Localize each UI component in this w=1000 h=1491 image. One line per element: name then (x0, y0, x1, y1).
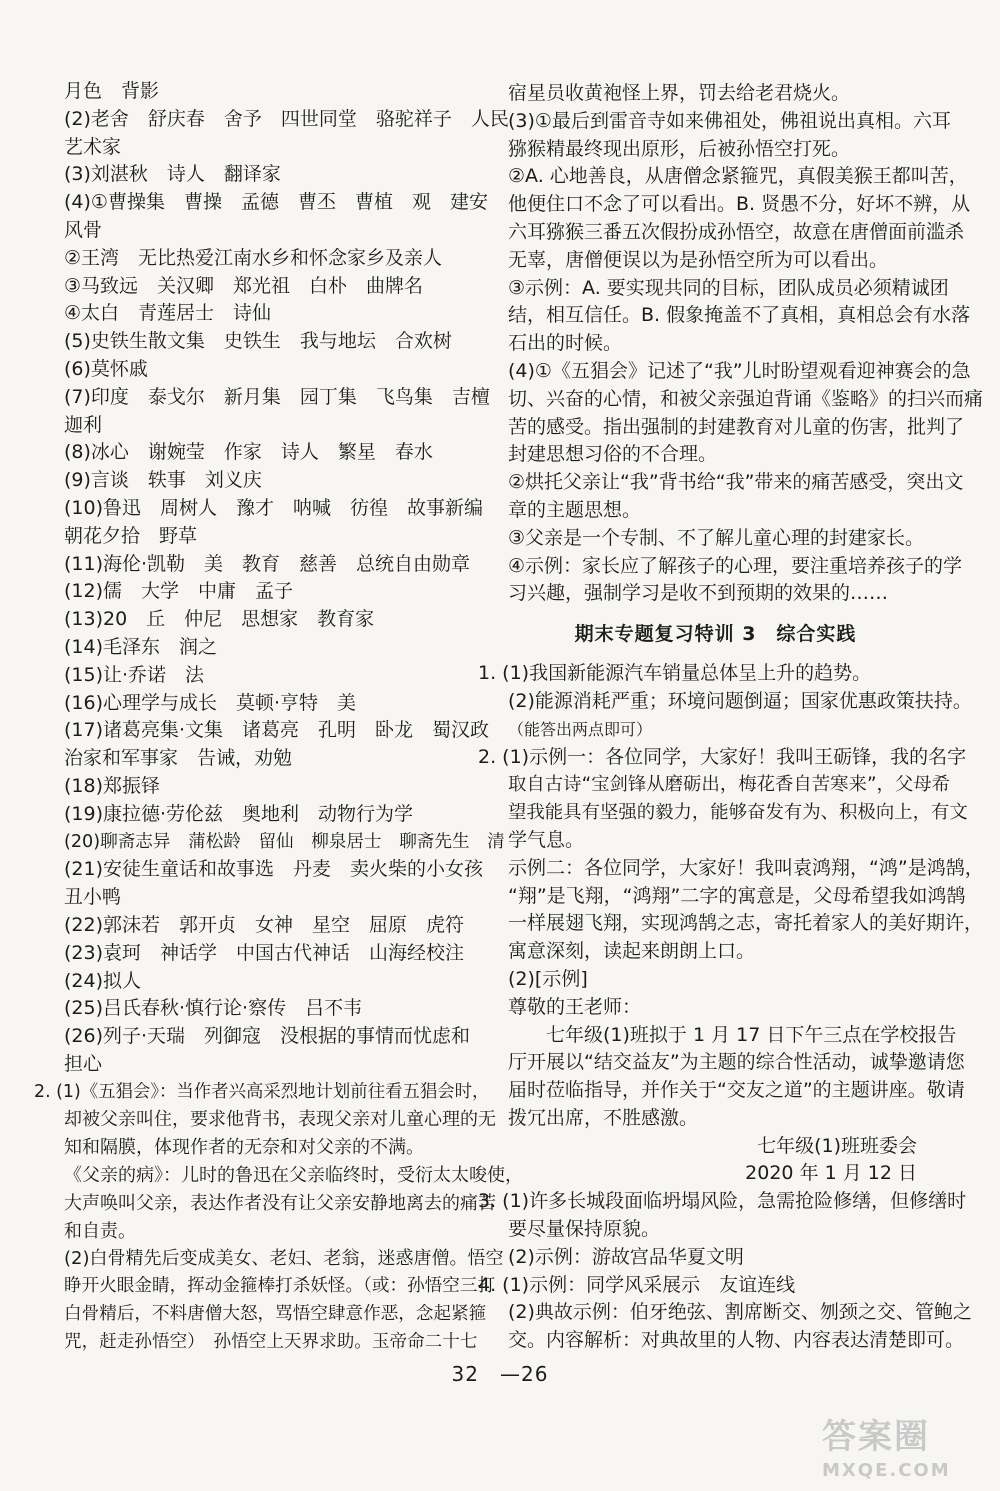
text-line: (2)示例：游故宫品华夏文明 (508, 1245, 744, 1268)
text-line: (15)让·乔诺 法 (64, 663, 205, 686)
question-2-line: 2. (1)示例一：各位同学，大家好！我叫王砺锋，我的名字 (478, 745, 967, 768)
text-line: (10)鲁迅 周树人 豫才 呐喊 彷徨 故事新编 (64, 496, 484, 519)
letter-signature: 七年级(1)班班委会 (757, 1134, 917, 1157)
text-line: 切、兴奋的心情，和被父亲强迫背诵《鉴略》的扫兴而痛 (508, 387, 984, 410)
text-line: (26)列子·天瑞 列御寇 没根据的事情而忧虑和 (64, 1025, 471, 1048)
text-line: (6)莫怀戚 (64, 357, 148, 380)
text-line: (7)印度 泰戈尔 新月集 园丁集 飞鸟集 吉檀 (64, 385, 490, 408)
text-line: 迦利 (64, 413, 103, 436)
text-line: 寓意深刻，读起来朗朗上口。 (508, 940, 756, 963)
text-line: 七年级(1)班拟于 1 月 17 日下午三点在学校报告 (546, 1023, 957, 1046)
watermark-title: 答案圈 (822, 1417, 930, 1457)
text-line: 《父亲的病》：儿时的鲁迅在父亲临终时，受衍太太唆使， (64, 1165, 523, 1187)
text-line: (4)①《五猖会》记述了“我”儿时盼望观看迎神赛会的急 (508, 359, 971, 382)
text-line: ③示例：A. 要实现共同的目标，团队成员必须精诚团 (508, 276, 949, 299)
question-1-line: 1. (1)我国新能源汽车销量总体呈上升的趋势。 (478, 662, 872, 685)
text-line: (18)郑振铎 (64, 774, 161, 797)
text-line: (13)20 丘 仲尼 思想家 教育家 (64, 608, 375, 631)
text-line: ④示例：家长应了解孩子的心理，要注重培养孩子的学 (508, 554, 963, 577)
text-line: (22)郭沫若 郭开贞 女神 星空 屈原 虎符 (64, 913, 465, 936)
text-line: 封建思想习俗的不合理。 (508, 443, 718, 466)
text-line: (2)老舍 舒庆春 舍予 四世同堂 骆驼祥子 人民 (64, 107, 509, 130)
text-line: 要尽量保持原貌。 (508, 1218, 661, 1241)
text-line: 结，相互信任。B. 假象掩盖不了真相，真相总会有水落 (508, 304, 971, 327)
text-line: 取自古诗“宝剑锋从磨砺出，梅花香自苦寒来”，父母希 (508, 774, 951, 796)
text-line: (2)白骨精先后变成美女、老妇、老翁，迷惑唐僧。悟空 (64, 1248, 504, 1270)
text-line: 示例二：各位同学，大家好！我叫袁鸿翔，“鸿”是鸿鹄， (508, 856, 984, 879)
text-line: 治家和军事家 告诫，劝勉 (64, 747, 293, 770)
text-line: (2)[示例] (508, 967, 588, 990)
text-line: ②A. 心地善良，从唐僧念紧箍咒，真假美猴王都叫苦， (508, 165, 968, 188)
text-line: 睁开火眼金睛，挥动金箍棒打杀妖怪。（或：孙悟空三打 (64, 1276, 496, 1297)
text-line: 白骨精后，不料唐僧大怒，骂悟空肆意作恶，念起紧箍 (64, 1304, 487, 1325)
text-line: (3)刘湛秋 诗人 翻译家 (64, 163, 281, 186)
text-line: (17)诸葛亮集·文集 诸葛亮 孔明 卧龙 蜀汉政 (64, 719, 490, 742)
text-line: （能答出两点即可） (508, 719, 653, 739)
letter-date: 2020 年 1 月 12 日 (745, 1162, 917, 1185)
text-line: (19)康拉德·劳伦兹 奥地利 动物行为学 (64, 802, 414, 825)
text-line: (2)典故示例：伯牙绝弦、割席断交、刎颈之交、管鲍之 (508, 1301, 972, 1324)
text-line: 习兴趣，强制学习是收不到预期的效果的…… (508, 582, 889, 605)
text-line: ②烘托父亲让“我”背书给“我”带来的痛苦感受，突出文 (508, 471, 964, 494)
text-line: (5)史铁生散文集 史铁生 我与地坛 合欢树 (64, 330, 452, 353)
right-column (478, 80, 984, 1355)
text-line: (16)心理学与成长 莫顿·亨特 美 (64, 691, 357, 714)
question-4-line: 4. (1)示例：同学风采展示 友谊连线 (478, 1273, 796, 1296)
question-3-line: 3. (1)许多长城段面临坍塌风险，急需抢险修缮，但修缮时 (478, 1190, 967, 1213)
text-line: 六耳猕猴三番五次假扮成孙悟空，故意在唐僧面前滥杀 (508, 220, 965, 243)
text-line: (24)拟人 (64, 969, 142, 992)
text-line: 学气息。 (508, 828, 585, 851)
text-line: 朝花夕拾 野草 (64, 524, 198, 547)
text-line: 丑小鸭 (64, 886, 122, 909)
text-line: (3)①最后到雷音寺如来佛祖处，佛祖说出真相。六耳 (508, 109, 951, 132)
text-line: 他便住口不念了可以看出。B. 贤愚不分，好坏不辨，从 (508, 193, 971, 216)
watermark-url: MXQE.COM (822, 1460, 951, 1481)
text-line: ③马致远 关汉卿 郑光祖 白朴 曲牌名 (64, 274, 424, 297)
text-line: 苦的感受。指出强制的封建教育对儿童的伤害，批判了 (508, 415, 965, 438)
text-line: (23)袁珂 神话学 中国古代神话 山海经校注 (64, 941, 465, 964)
text-line: 咒，赶走孙悟空） 孙悟空上天界求助。玉帝命二十七 (64, 1331, 478, 1352)
text-line: 大声唤叫父亲，表达作者没有让父亲安静地离去的痛苦 (64, 1192, 496, 1214)
text-line: 望我能具有坚强的毅力，能够奋发有为、积极向上，有文 (508, 802, 968, 824)
text-line: (4)①曹操集 曹操 孟德 曹丕 曹植 观 建安 (64, 191, 488, 214)
text-line: ③父亲是一个专制、不了解儿童心理的封建家长。 (508, 526, 925, 549)
text-line: 石出的时候。 (508, 332, 623, 355)
text-line: 一样展翅飞翔，实现鸿鹄之志，寄托着家人的美好期许， (508, 912, 984, 935)
text-line: 知和隔膜，体现作者的无奈和对父亲的不满。 (64, 1137, 424, 1159)
question-2-line: 2. (1)《五猖会》：当作者兴高采烈地计划前往看五猖会时， (34, 1081, 490, 1102)
text-line: 章的主题思想。 (508, 498, 642, 521)
text-line: ④太白 青莲居士 诗仙 (64, 302, 272, 325)
text-line: 风骨 (64, 218, 103, 241)
text-line: (11)海伦·凯勒 美 教育 慈善 总统自由勋章 (64, 552, 471, 575)
text-line: (9)言谈 轶事 刘义庆 (64, 469, 262, 492)
left-column (34, 78, 523, 1357)
text-line: 却被父亲叫住，要求他背书，表现父亲对儿童心理的无 (64, 1109, 496, 1131)
text-line: “翔”是飞翔，“鸿翔”二字的寓意是，父母希望我如鸿鹄 (508, 884, 966, 907)
text-line: 交。内容解析：对典故里的人物、内容表达清楚即可。 (508, 1329, 965, 1352)
watermark-logo (822, 1409, 992, 1485)
page-number: 32 —26 (451, 1362, 549, 1386)
text-line: 尊敬的王老师： (508, 995, 642, 1018)
text-line: (20)聊斋志异 蒲松龄 留仙 柳泉居士 聊斋先生 清 (64, 831, 505, 852)
text-line: (21)安徒生童话和故事选 丹麦 卖火柴的小女孩 (64, 858, 484, 881)
text-line: (8)冰心 谢婉莹 作家 诗人 繁星 春水 (64, 441, 433, 464)
text-line: (14)毛泽东 润之 (64, 635, 218, 658)
text-line: (25)吕氏春秋·慎行论·察传 吕不韦 (64, 997, 363, 1020)
text-line: (2)能源消耗严重；环境问题倒逼；国家优惠政策扶持。 (508, 689, 972, 712)
text-line: 猕猴精最终现出原形，后被孙悟空打死。 (508, 137, 851, 160)
text-line: 拨冗出席，不胜感激。 (508, 1106, 699, 1129)
text-line: ②王湾 无比热爱江南水乡和怀念家乡及亲人 (64, 246, 443, 269)
text-line: 届时莅临指导，并作关于“交友之道”的主题讲座。敬请 (508, 1079, 965, 1102)
section-title: 期末专题复习特训 3 综合实践 (574, 623, 857, 646)
text-line: 担心 (64, 1052, 103, 1075)
text-line: 无辜，唐僧便误以为是孙悟空所为可以看出。 (508, 248, 889, 271)
text-line: 月色 背影 (64, 80, 160, 102)
text-line: 艺术家 (64, 135, 122, 158)
text-line: 宿星员收黄袍怪上界，罚去给老君烧火。 (508, 82, 851, 104)
text-line: 和自责。 (64, 1220, 136, 1242)
text-line: (12)儒 大学 中庸 孟子 (64, 580, 294, 603)
text-line: 厅开展以“结交益友”为主题的综合性活动，诚挚邀请您 (508, 1051, 965, 1074)
